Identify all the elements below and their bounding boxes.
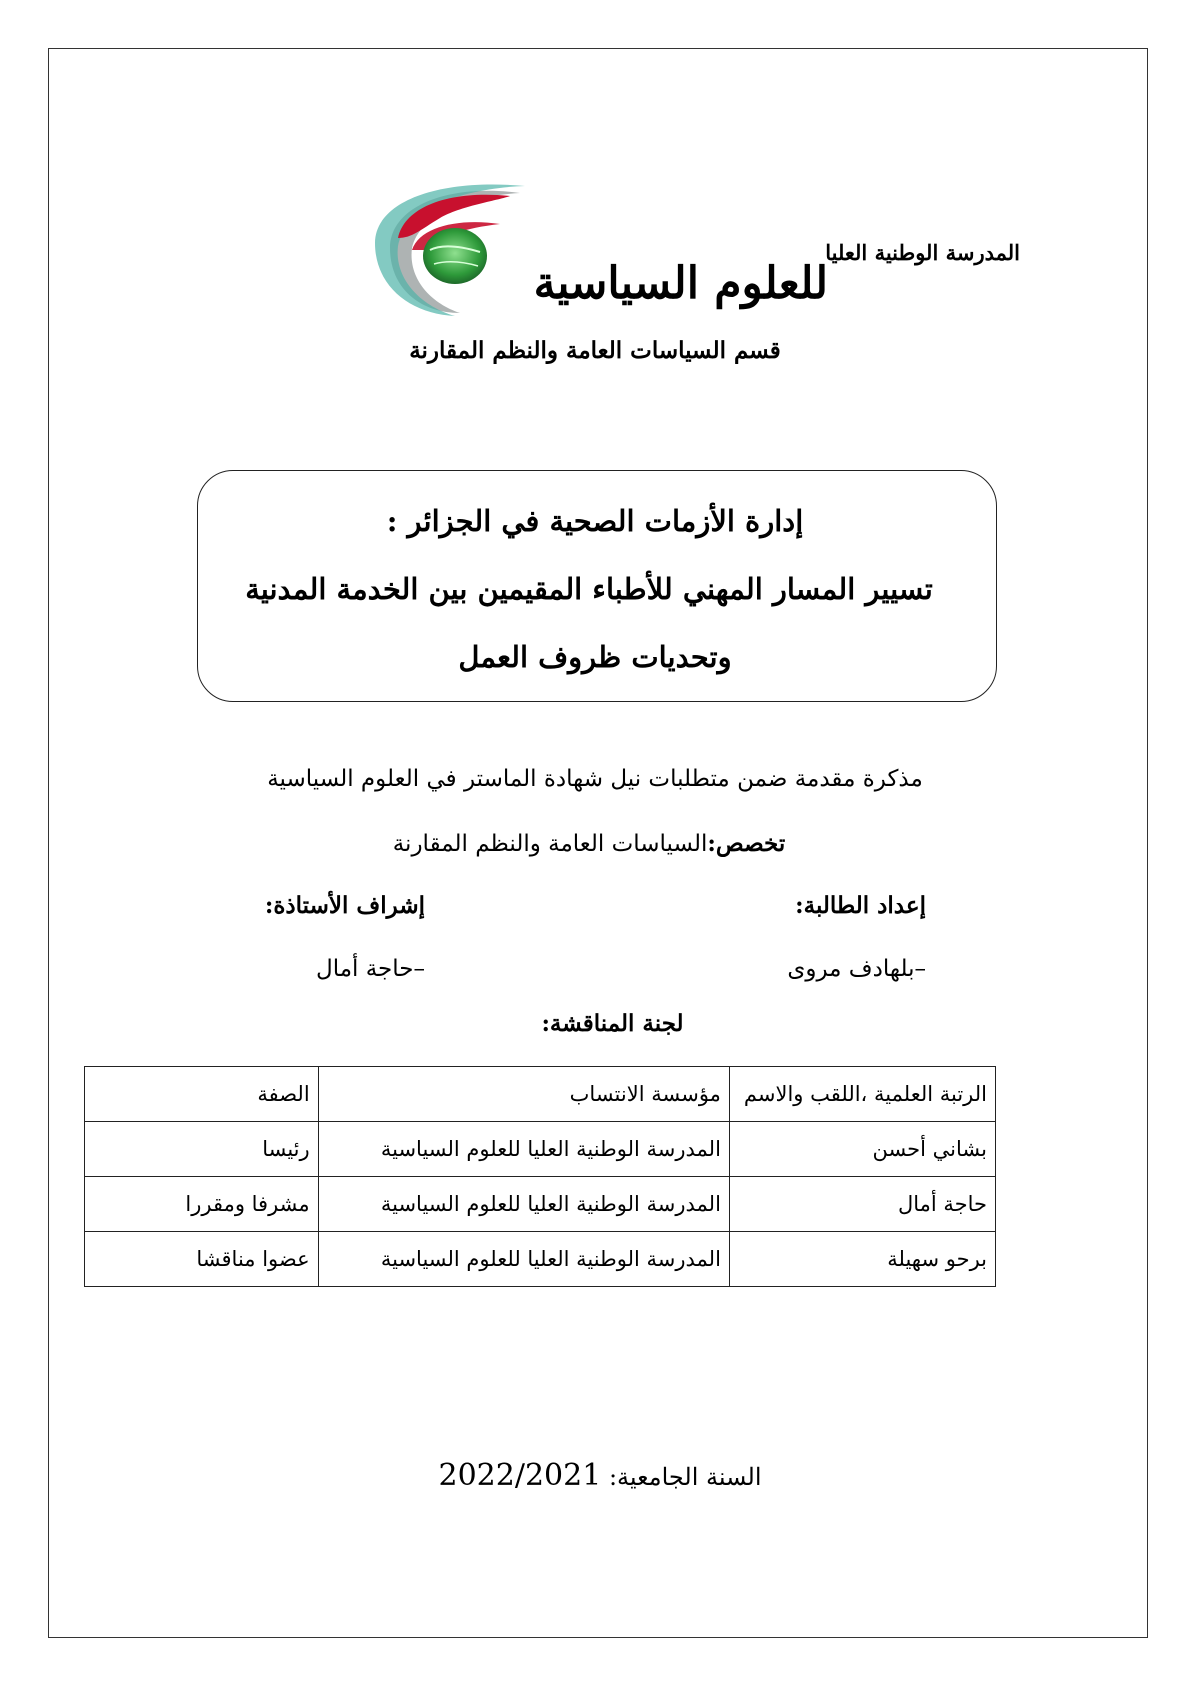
table-row (85, 1232, 996, 1287)
member-name: بشاني أحسن (729, 1122, 995, 1177)
member-role: عضوا مناقشا (85, 1232, 319, 1287)
prepared-by-label: إعداد الطالبة: (795, 892, 926, 919)
table-row (85, 1122, 996, 1177)
committee-label: لجنة المناقشة: (541, 1010, 684, 1037)
header-institution: مؤسسة الانتساب (318, 1067, 729, 1122)
academic-year-label: السنة الجامعية: (608, 1463, 762, 1491)
specialty-label: تخصص: (707, 830, 786, 857)
thesis-title-line-3: وتحديات ظروف العمل (458, 640, 732, 674)
member-role: مشرفا ومقررا (85, 1177, 319, 1232)
specialty (0, 830, 1184, 857)
member-name: حاجة أمال (729, 1177, 995, 1232)
table-row (85, 1177, 996, 1232)
specialty-value: السياسات العامة والنظم المقارنة (392, 831, 708, 857)
thesis-title-line-2: تسيير المسار المهني للأطباء المقيمين بين الخدمة المدنية (245, 572, 933, 606)
department-name: قسم السياسات العامة والنظم المقارنة (409, 337, 781, 364)
logo-school-name-big: للعلوم السياسية (533, 258, 828, 309)
supervisor-name: –حاجة أمال (315, 956, 425, 982)
logo-school-name-small: المدرسة الوطنية العليا (825, 240, 1020, 265)
member-institution: المدرسة الوطنية العليا للعلوم السياسية (318, 1177, 729, 1232)
header-role: الصفة (85, 1067, 319, 1122)
member-institution: المدرسة الوطنية العليا للعلوم السياسية (318, 1232, 729, 1287)
table-header-row (85, 1067, 996, 1122)
thesis-title-line-1: إدارة الأزمات الصحية في الجزائر : (386, 504, 804, 538)
member-institution: المدرسة الوطنية العليا للعلوم السياسية (318, 1122, 729, 1177)
member-role: رئيسا (85, 1122, 319, 1177)
member-name: برحو سهيلة (729, 1232, 995, 1287)
supervised-by-label: إشراف الأستاذة: (264, 892, 425, 919)
memo-statement: مذكرة مقدمة ضمن متطلبات نيل شهادة الماستر في العلوم السياسية (267, 766, 923, 792)
student-name: –بلهادف مروى (787, 956, 926, 982)
academic-year (0, 1458, 1190, 1493)
committee-table (84, 1066, 996, 1287)
academic-year-value: 2022/2021 (438, 1458, 602, 1493)
header-rank-name: الرتبة العلمية ،اللقب والاسم (729, 1067, 995, 1122)
